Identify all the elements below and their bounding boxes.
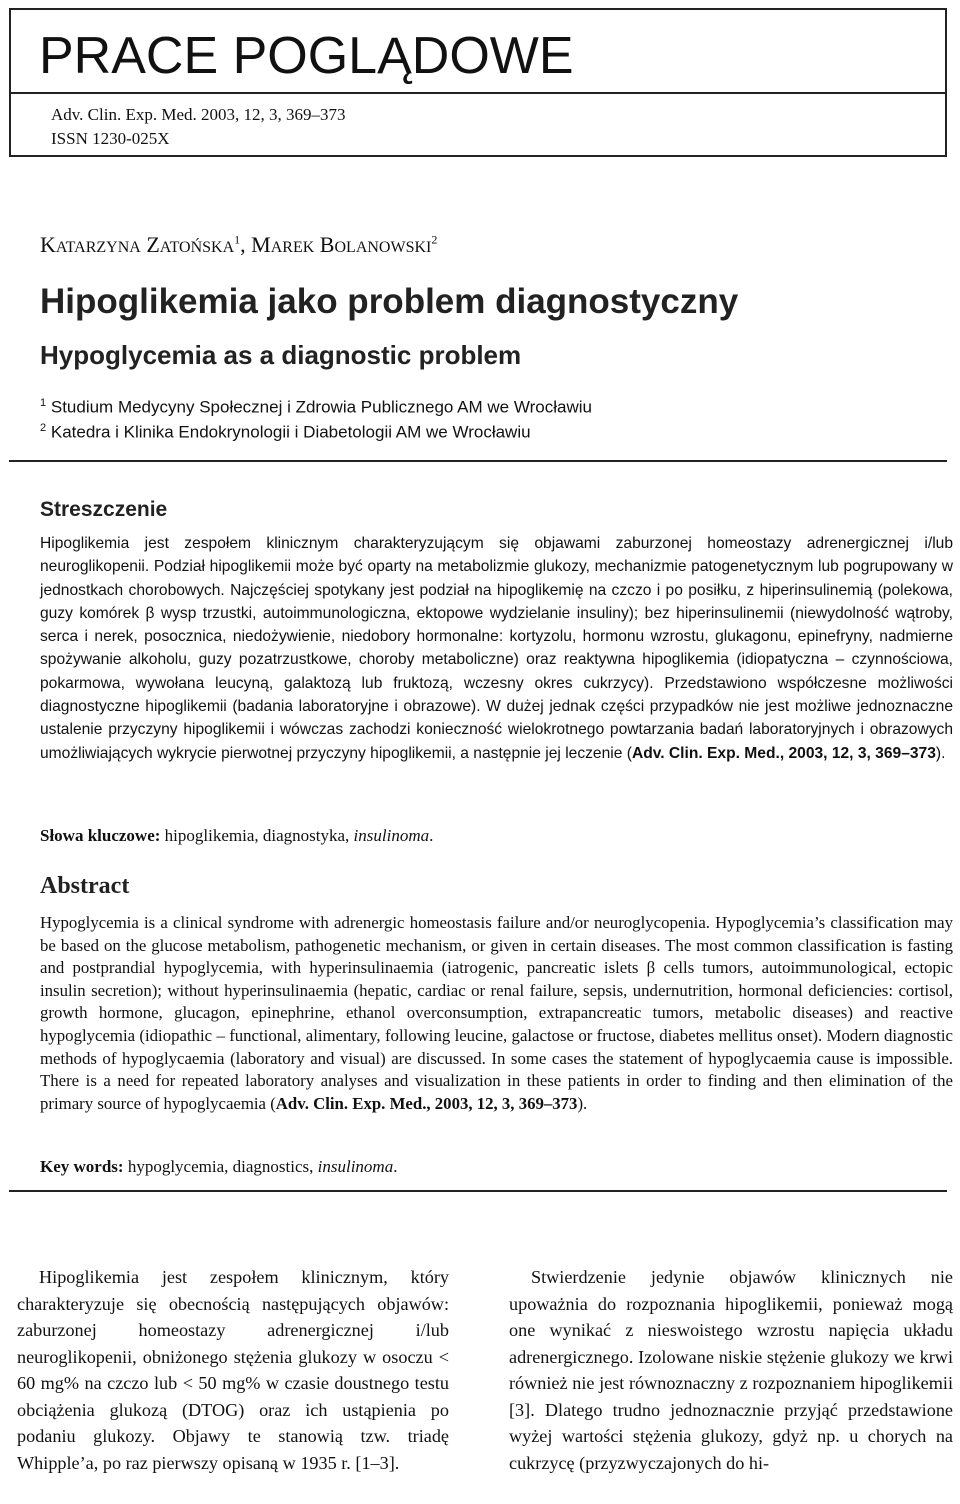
authors-line: KATARZYNA ZATOŃSKA$^1$, MAREK BOLANOWSKI$^2$ (40, 232, 438, 257)
section-header-box (9, 8, 947, 94)
journal-citation: Adv. Clin. Exp. Med. 2003, 12, 3, 369–373 (51, 105, 346, 124)
streszczenie-body: Hipoglikemia jest zespołem klinicznym charakteryzującym się objawami zaburzonej homeostazy adrenergicznej i/lub neuroglikopenii. Podział hipoglikemii może być oparty na metabolizmie glukozy, mechanizmie patogenetycznym lub pogrupowany w jednostkach chorobowych. Najczęściej spotykany jest podział na hipoglikemię na czczo i po posiłku, z hiperinsulinemią (polekowa, guzy komórek β wysp trzustki, autoimmunologiczna, ektopowe wydzielanie insuliny); bez hiperinsulinemii (niewydolność wątroby, serca i nerek, posocznica, niedożywienie, niedobory hormonalne: kortyzolu, hormonu wzrostu, glukagonu, epinefryny, nadmierne spożywanie alkoholu, guzy pozatrzustkowe, choroby metaboliczne) oraz reaktywna hipoglikemia (idiopatyczna – czynnościowa, pokarmowa, wywołana leucyną, galaktozą lub fruktozą, wczesny okres cukrzycy). Przedstawiono współczesne możliwości diagnostyczne hipoglikemii (badania laboratoryjne i obrazowe). W dużej jednak części przypadków nie jest możliwe jednoznaczne ustalenie przyczyny hipoglikemii i wówczas zachodzi konieczność wielokrotnego powtarzania badań laboratoryjnych i obrazowych umożliwiających wykrycie pierwotnej przyczyny hipoglikemii, a następnie jej leczenie (Adv. Clin. Exp. Med., 2003, 12, 3, 369–373). (40, 535, 953, 762)
affiliation-1: $^1$ Studium Medycyny Społecznej i Zdrowia Publicznego AM we Wrocławiu (40, 397, 592, 417)
streszczenie-heading: Streszczenie (40, 498, 168, 521)
body-column-left: Hipoglikemia jest zespołem klinicznym, który charakteryzuje się obecnością następujących objawów: zaburzonej homeostazy adrenergicznej i/lub neuroglikopenii, obniżonego stężenia glukozy w osoczu < 60 mg% na czczo lub < 50 mg% w czasie doustnego testu obciążenia glukozą (DTOG) oraz ich ustąpienia po podaniu glukozy. Objawy te stanowią tzw. triadę Whipple’a, po raz pierwszy opisaną w 1935 r. [1–3]. (17, 1267, 449, 1473)
article-title-english: Hypoglycemia as a diagnostic problem (40, 340, 522, 370)
keywords-polish: Słowa kluczowe: hipoglikemia, diagnostyka, insulinoma. (40, 826, 434, 845)
body-column-right: Stwierdzenie jedynie objawów klinicznych nie upoważnia do rozpoznania hipoglikemii, ponieważ mogą one wynikać z nieswoistego wzrostu napięcia układu adrenergicznego. Izolowane niskie stężenie glukozy we krwi również nie jest równoznaczny z rozpoznaniem hipoglikemii [3]. Dlatego trudno jednoznacznie przyjąć przedstawione wyżej wartości stężenia glukozy, gdyż np. u chorych na cukrzycę (przyzwyczajonych do hi- (509, 1267, 953, 1473)
keywords-english: Key words: hypoglycemia, diagnostics, insulinoma. (40, 1157, 398, 1176)
journal-info-box (9, 93, 947, 157)
affiliation-2: $^2$ Katedra i Klinika Endokrynologii i Diabetologii AM we Wrocławiu (40, 422, 531, 442)
divider-bottom (9, 1190, 947, 1192)
article-title-polish: Hipoglikemia jako problem diagnostyczny (40, 282, 739, 321)
divider-top (9, 460, 947, 462)
abstract-body: Hypoglycemia is a clinical syndrome with adrenergic homeostasis failure and/or neuroglycopenia. Hypoglycemia’s classification may be based on the glucose metabolism, pathogenetic mechanism, or given in certain diseases. The most common classification is fasting and postprandial hypoglycemia, with hyperinsulinaemia (iatrogenic, pancreatic islets β cells tumors, autoimmunological, ectopic insulin secretion); without hyperinsulinaemia (hepatic, cardiac or renal failure, sepsis, undernutrition, hormonal deficiencies: cortisol, growth hormone, glucagon, epinephrine, ethanol overconsumption, extrapancreatic tumors, metabolic diseases) and reactive hypoglycemia (idiopathic – functional, alimentary, following leucine, galactose or fructose, diabetes mellitus onset). Modern diagnostic methods of hypoglycaemia (laboratory and visual) are discussed. In some cases the statement of hypoglycaemia cause is impossible. There is a need for repeated laboratory analyses and visualization in these patients in order to finding and then elimination of the primary source of hypoglycaemia (Adv. Clin. Exp. Med., 2003, 12, 3, 369–373). (40, 913, 953, 1113)
section-title: PRACE POGLĄDOWE (39, 27, 574, 85)
abstract-heading: Abstract (40, 873, 130, 899)
journal-issn: ISSN 1230-025X (51, 129, 170, 148)
